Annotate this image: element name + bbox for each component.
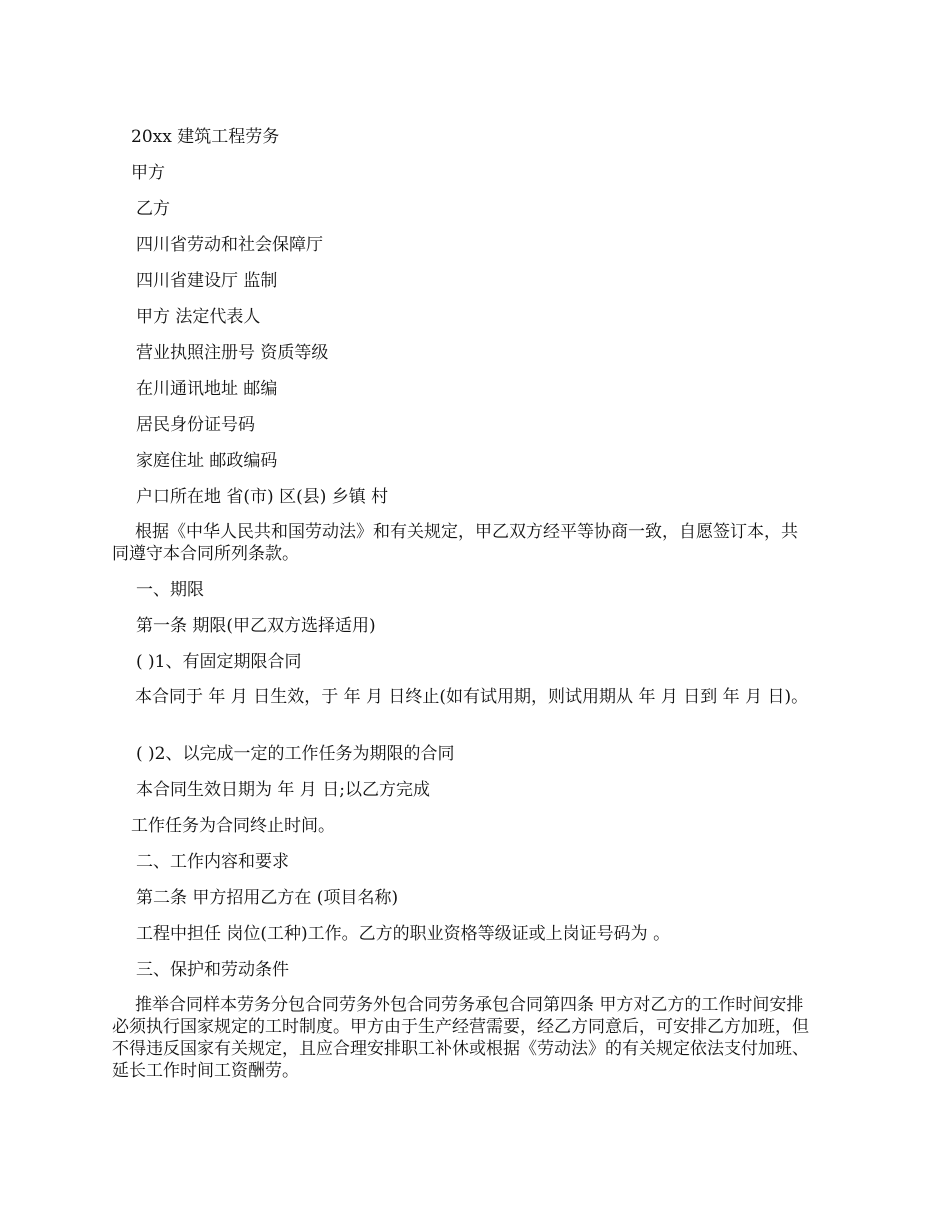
issuer-line-1: 四川省劳动和社会保障厅 [136, 235, 323, 255]
id-number-line: 居民身份证号码 [136, 415, 255, 435]
party-b-label: 乙方 [136, 199, 170, 219]
option-1-line: ( )1、有固定期限合同 [136, 652, 302, 672]
legal-rep-line: 甲方 法定代表人 [136, 307, 261, 327]
issuer-line-2: 四川省建设厅 监制 [136, 271, 278, 291]
option-2-date-line: 本合同生效日期为 年 月 日;以乙方完成 [136, 780, 430, 800]
option-2-end-line: 工作任务为合同终止时间。 [131, 816, 335, 836]
article-2-heading: 第二条 甲方招用乙方在 (项目名称) [136, 888, 399, 908]
article-2-line: 工程中担任 岗位(工种)工作。乙方的职业资格等级证或上岗证号码为 。 [136, 924, 671, 944]
article-1-heading: 第一条 期限(甲乙双方选择适用) [136, 616, 376, 636]
section-heading-term: 一、期限 [136, 580, 204, 600]
option-2-line: ( )2、以完成一定的工作任务为期限的合同 [136, 744, 455, 764]
address-line: 在川通讯地址 邮编 [136, 379, 278, 399]
document-title: 20xx 建筑工程劳务 [131, 127, 280, 147]
home-address-line: 家庭住址 邮政编码 [136, 451, 278, 471]
option-1-paragraph: 本合同于 年 月 日生效，于 年 月 日终止(如有试用期，则试用期从 年 月 日到 年 月 日)。 [135, 687, 809, 707]
hukou-line: 户口所在地 省(市) 区(县) 乡镇 村 [136, 487, 389, 507]
section-heading-work: 二、工作内容和要求 [136, 852, 289, 872]
article-4-paragraph: 推举合同样本劳务分包合同劳务外包合同劳务承包合同第四条 甲方对乙方的工作时间安排必须执行国家规定的工时制度。甲方由于生产经营需要，经乙方同意后，可安排乙方加班，但不得违反国家有关规定，且应合理安排职工补休或根据《劳动法》的有关规定依法支付加班、延长工作时间工资酬劳。 [112, 995, 809, 1081]
license-line: 营业执照注册号 资质等级 [136, 343, 329, 363]
party-a-label: 甲方 [131, 163, 165, 183]
intro-paragraph: 根据《中华人民共和国劳动法》和有关规定，甲乙双方经平等协商一致，自愿签订本，共同遵守本合同所列条款。 [112, 522, 798, 564]
section-heading-protection: 三、保护和劳动条件 [136, 960, 289, 980]
